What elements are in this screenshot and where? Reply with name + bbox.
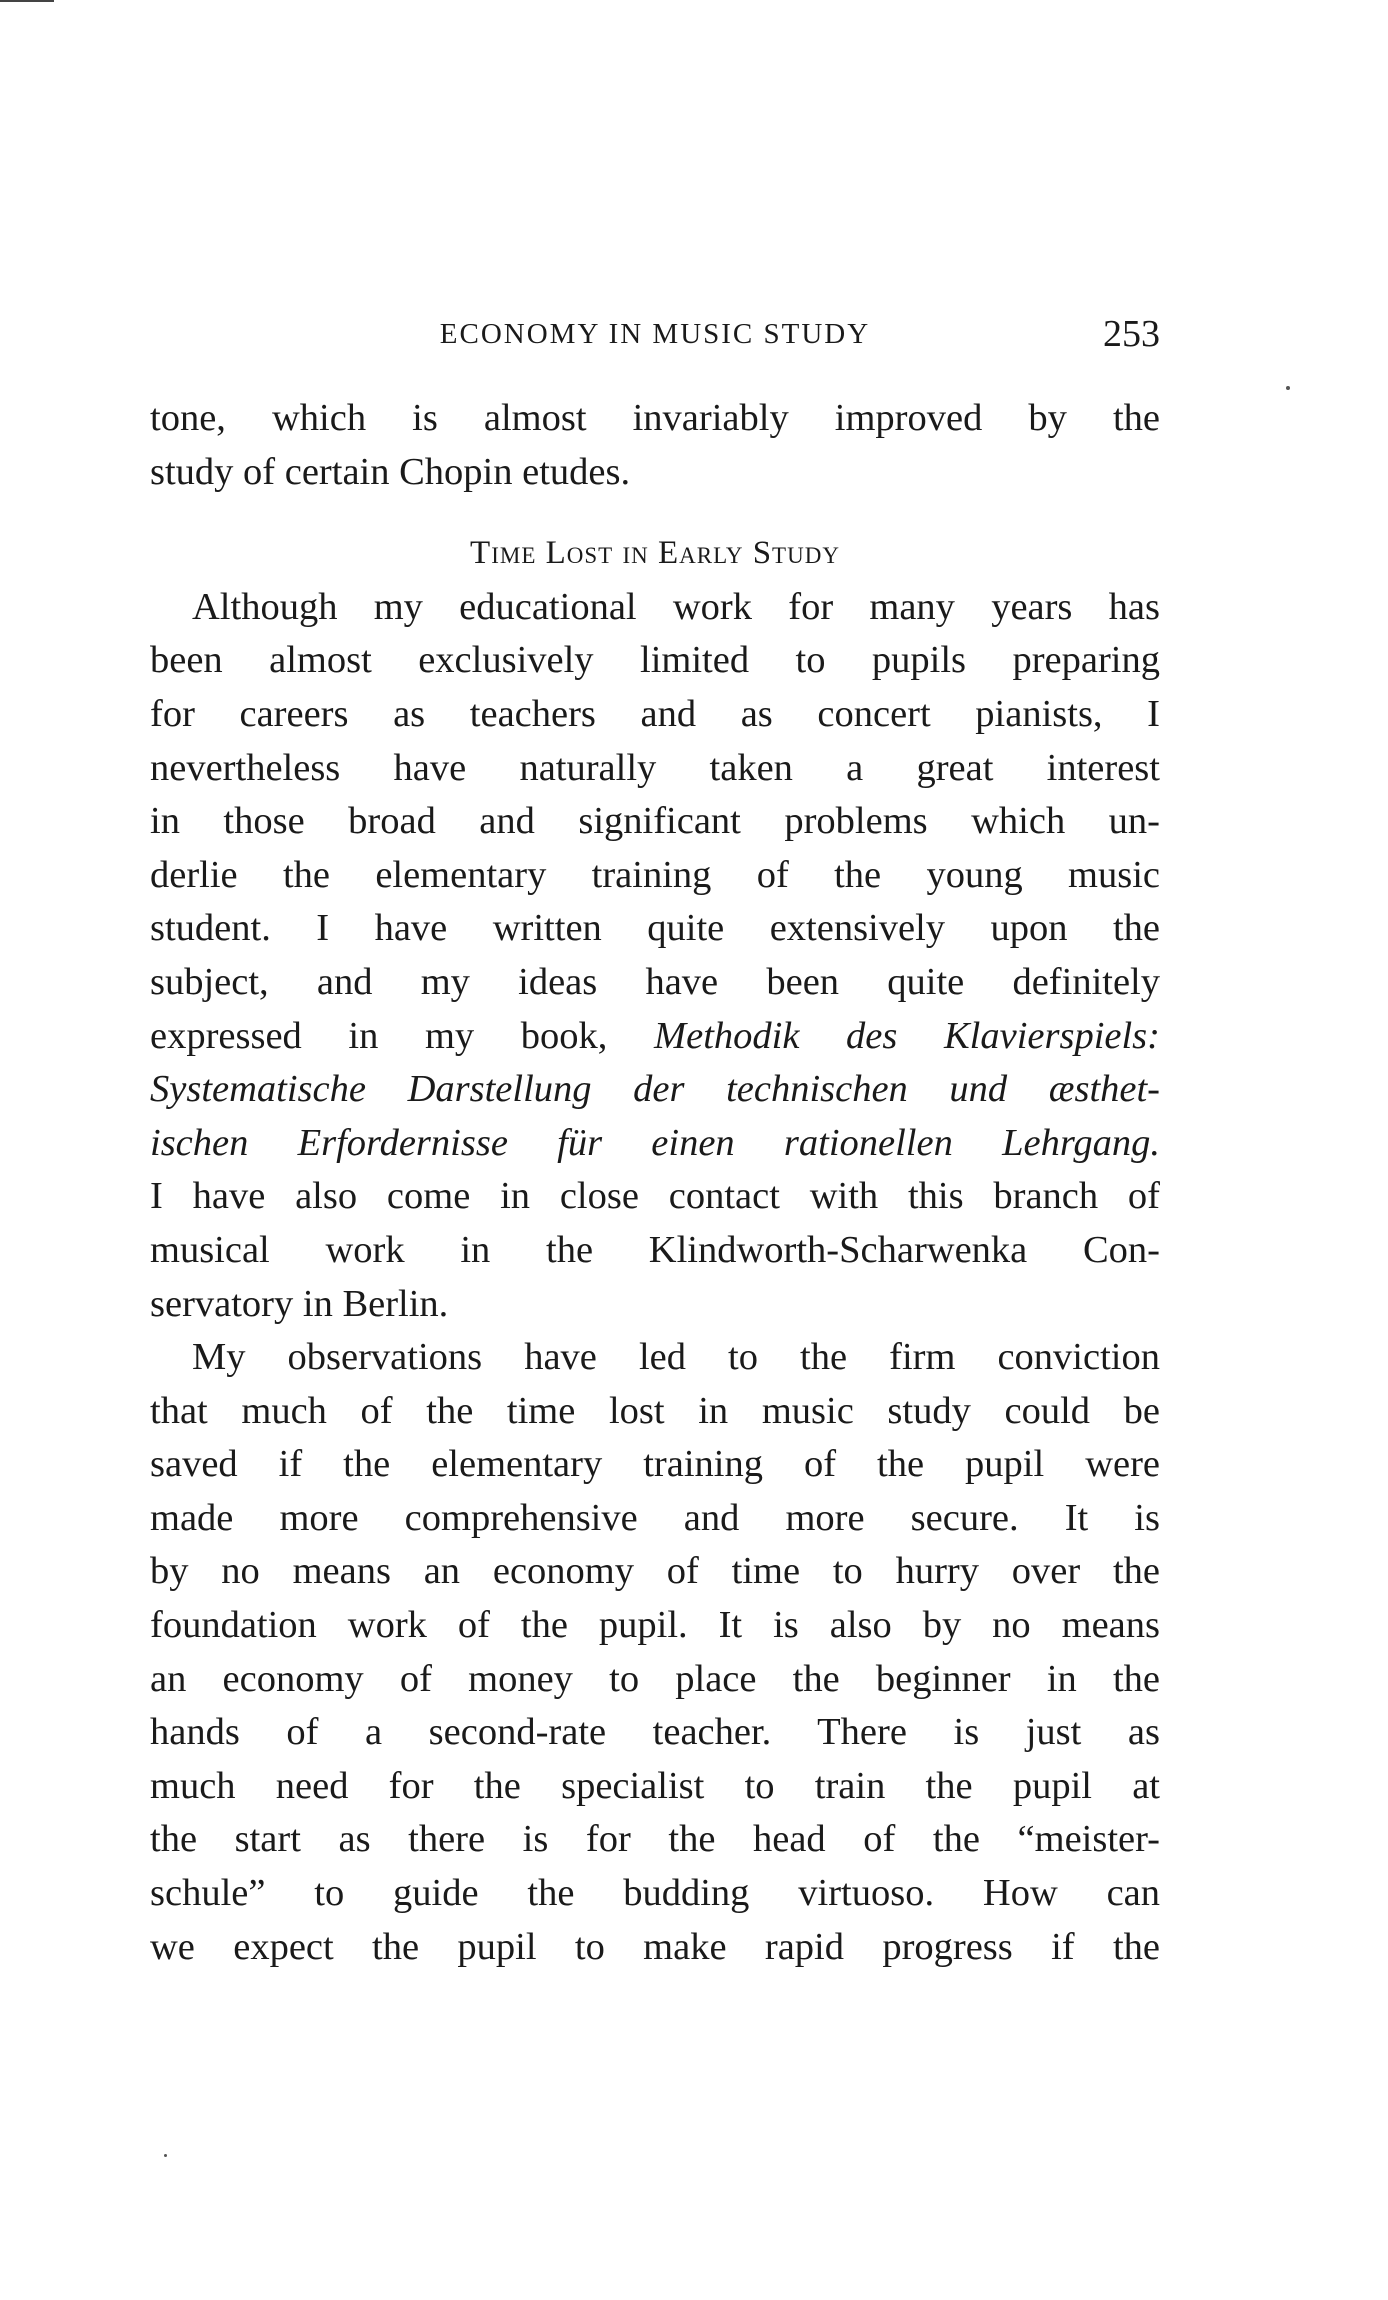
text-line: we expect the pupil to make rapid progress if the: [150, 1925, 1160, 1968]
page-body: [150, 392, 1160, 1974]
running-head: [150, 312, 1160, 372]
text-fragment: expressed in my book,: [150, 1014, 608, 1057]
text-line: [150, 1063, 1160, 1117]
text-line: an economy of money to place the beginner in the: [150, 1657, 1160, 1700]
text-line: student. I have written quite extensively upon the: [150, 907, 1160, 950]
running-title: ECONOMY IN MUSIC STUDY: [439, 318, 871, 350]
text-line: saved if the elementary training of the pupil were: [150, 1443, 1160, 1486]
text-line: [150, 1117, 1160, 1171]
text-line: hands of a second-rate teacher. There is just as: [150, 1711, 1160, 1754]
book-title-fragment: Systematische Darstellung der technischen und æsthet-: [150, 1068, 1160, 1111]
text-line: that much of the time lost in music study could be: [150, 1389, 1160, 1432]
text-line: for careers as teachers and as concert pianists, I: [150, 692, 1160, 735]
section-heading: [150, 525, 1160, 579]
section-heading-text: Time Lost in Early Study: [470, 535, 840, 572]
text-line: Although my educational work for many years has: [192, 585, 1160, 628]
scan-speck: [164, 2154, 167, 2157]
text-line: made more comprehensive and more secure. It is: [150, 1496, 1160, 1539]
text-line: derlie the elementary training of the young music: [150, 853, 1160, 896]
text-line: in those broad and significant problems which un-: [150, 800, 1160, 843]
text-line: schule” to guide the budding virtuoso. How can: [150, 1872, 1160, 1915]
page-number: 253: [1103, 313, 1160, 355]
text-line: I have also come in close contact with this branch of: [150, 1175, 1160, 1218]
text-line: by no means an economy of time to hurry over the: [150, 1550, 1160, 1593]
text-line: [150, 1010, 1160, 1064]
text-line: tone, which is almost invariably improved by the: [150, 397, 1160, 439]
text-line: been almost exclusively limited to pupils preparing: [150, 639, 1160, 682]
text-line: the start as there is for the head of the “meister-: [150, 1818, 1160, 1861]
scan-speck: [1286, 386, 1290, 390]
text-line: servatory in Berlin.: [150, 1282, 449, 1325]
book-title-fragment: Methodik des Klavierspiels:: [654, 1014, 1160, 1057]
text-line: much need for the specialist to train the pupil at: [150, 1764, 1160, 1807]
text-line: foundation work of the pupil. It is also by no means: [150, 1604, 1160, 1647]
text-line: subject, and my ideas have been quite definitely: [150, 960, 1160, 1003]
text-line: study of certain Chopin etudes.: [150, 450, 631, 493]
book-title-fragment: ischen Erfordernisse für einen rationellen Lehrgang.: [150, 1121, 1160, 1164]
text-line: musical work in the Klindworth-Scharwenka Con-: [150, 1228, 1160, 1271]
text-line: nevertheless have naturally taken a great interest: [150, 746, 1160, 789]
text-line: My observations have led to the firm conviction: [192, 1336, 1160, 1379]
scan-corner-mark: [0, 0, 54, 2]
